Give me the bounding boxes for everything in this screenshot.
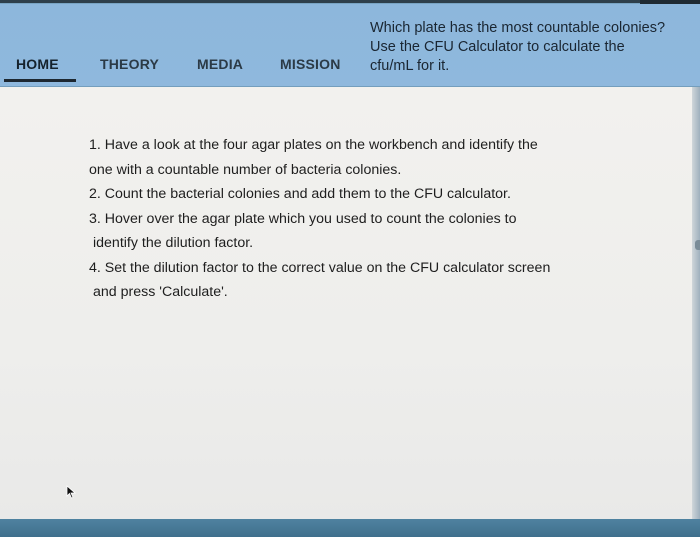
- instruction-line: 3. Hover over the agar plate which you used to count the colonies to: [89, 210, 517, 227]
- tab-theory[interactable]: THEORY: [100, 56, 160, 72]
- instruction-item: [89, 207, 649, 256]
- top-navigation-bar: [0, 4, 700, 86]
- instruction-line: 4. Set the dilution factor to the correct value on the CFU calculator screen: [89, 259, 551, 276]
- instructions-list: [89, 133, 649, 305]
- active-tab-indicator: [4, 79, 76, 82]
- instruction-item: [89, 182, 649, 207]
- tab-media[interactable]: MEDIA: [197, 56, 244, 72]
- instruction-line: 2. Count the bacterial colonies and add them to the CFU calculator.: [89, 186, 511, 202]
- scrollbar-track[interactable]: [692, 87, 700, 519]
- tab-home[interactable]: HOME: [16, 56, 59, 72]
- tab-mission[interactable]: MISSION: [280, 56, 341, 72]
- instruction-item: [89, 256, 649, 305]
- instruction-line: 1. Have a look at the four agar plates on the workbench and identify the: [89, 137, 538, 153]
- mouse-pointer-icon: [66, 485, 78, 499]
- mission-prompt: Which plate has the most countable colonies? Use the CFU Calculator to calculate the cfu/mL for it.: [370, 20, 666, 74]
- bottom-border: [0, 519, 700, 537]
- window-top-edge: [0, 0, 700, 3]
- instruction-item: [89, 133, 649, 182]
- scrollbar-thumb[interactable]: [695, 240, 700, 250]
- instruction-line-continued: identify the dilution factor.: [93, 235, 254, 251]
- instruction-line-continued: and press 'Calculate'.: [93, 284, 228, 300]
- instruction-line-continued: one with a countable number of bacteria colonies.: [89, 161, 402, 178]
